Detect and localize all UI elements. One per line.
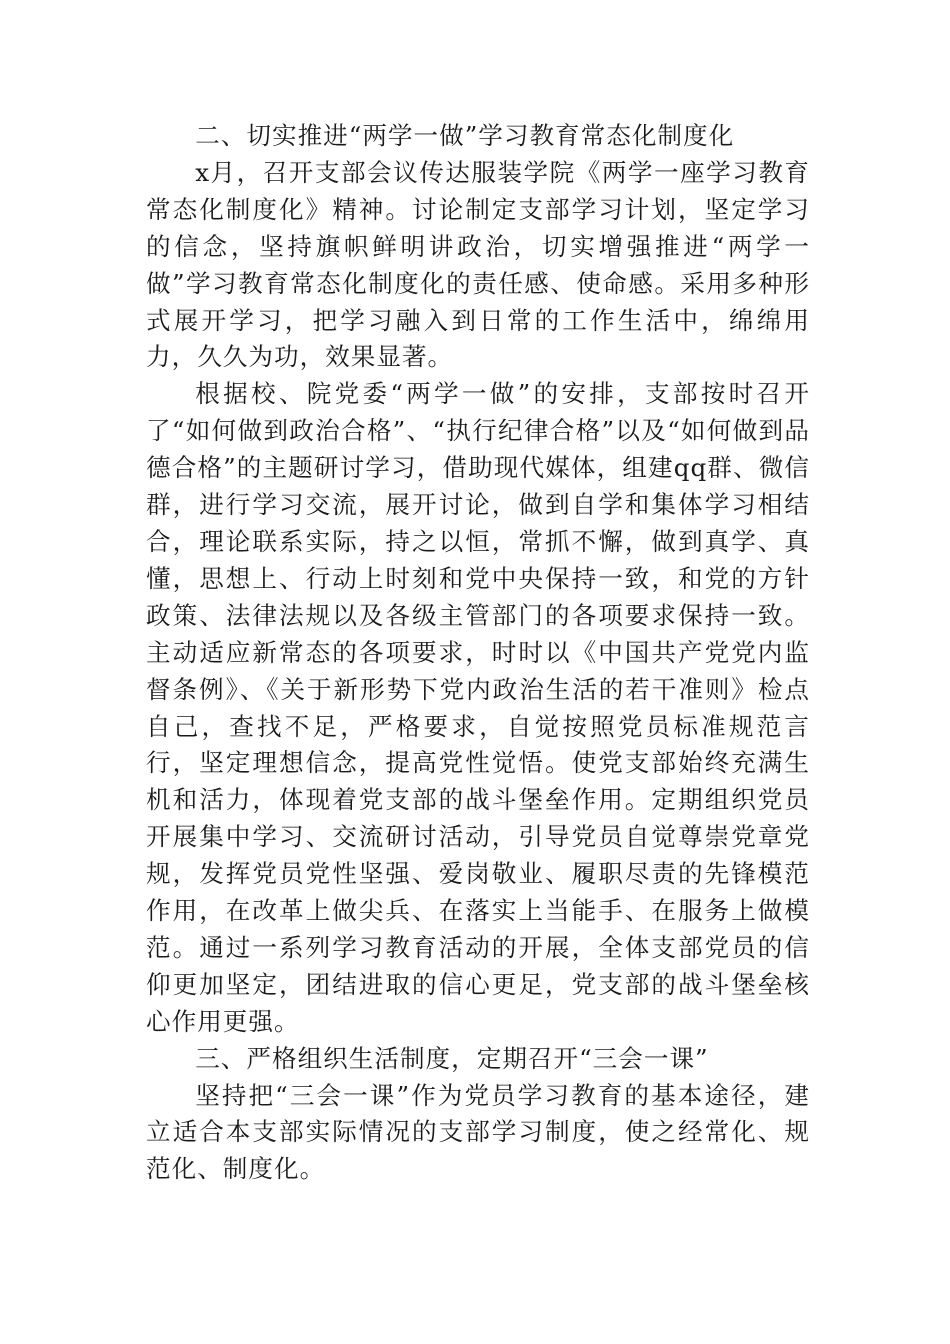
paragraph-3: 坚持把“三会一课”作为党员学习教育的基本途径，建立适合本支部实际情况的支部学习制度，使之经常化、规范化、制度化。 xyxy=(146,1080,810,1184)
paragraph-1: x月，召开支部会议传达服装学院《两学一座学习教育常态化制度化》精神。讨论制定支部学习计划，坚定学习的信念，坚持旗帜鲜明讲政治，切实增强推进“两学一做”学习教育常态化制度化的责任感、使命感。采用多种形式展开学习，把学习融入到日常的工作生活中，绵绵用力，久久为功，效果显著。 xyxy=(146,157,810,372)
paragraph-2: 根据校、院党委“两学一做”的安排，支部按时召开了“如何做到政治合格”、“执行纪律合格”以及“如何做到品德合格”的主题研讨学习，借助现代媒体，组建qq群、微信群，进行学习交流，展开讨论，做到自学和集体学习相结合，理论联系实际，持之以恒，常抓不懈，做到真学、真懂，思想上、行动上时刻和党中央保持一致，和党的方针政策、法律法规以及各级主管部门的各项要求保持一致。主动适应新常态的各项要求，时时以《中国共产党党内监督条例》、《关于新形势下党内政治生活的若干准则》检点自己，查找不足，严格要求，自觉按照党员标准规范言行，坚定理想信念，提高党性觉悟。使党支部始终充满生机和活力，体现着党支部的战斗堡垒作用。定期组织党员开展集中学习、交流研讨活动，引导党员自觉尊崇党章党规，发挥党员党性坚强、爱岗敬业、履职尽责的先锋模范作用，在改革上做尖兵、在落实上当能手、在服务上做模范。通过一系列学习教育活动的开展，全体支部党员的信仰更加坚定，团结进取的信心更足，党支部的战斗堡垒核心作用更强。 xyxy=(146,379,810,1036)
document-body xyxy=(146,118,810,1188)
section-heading-3: 三、严格组织生活制度，定期召开“三会一课” xyxy=(195,1043,709,1073)
section-heading-2: 二、切实推进“两学一做”学习教育常态化制度化 xyxy=(195,121,735,150)
